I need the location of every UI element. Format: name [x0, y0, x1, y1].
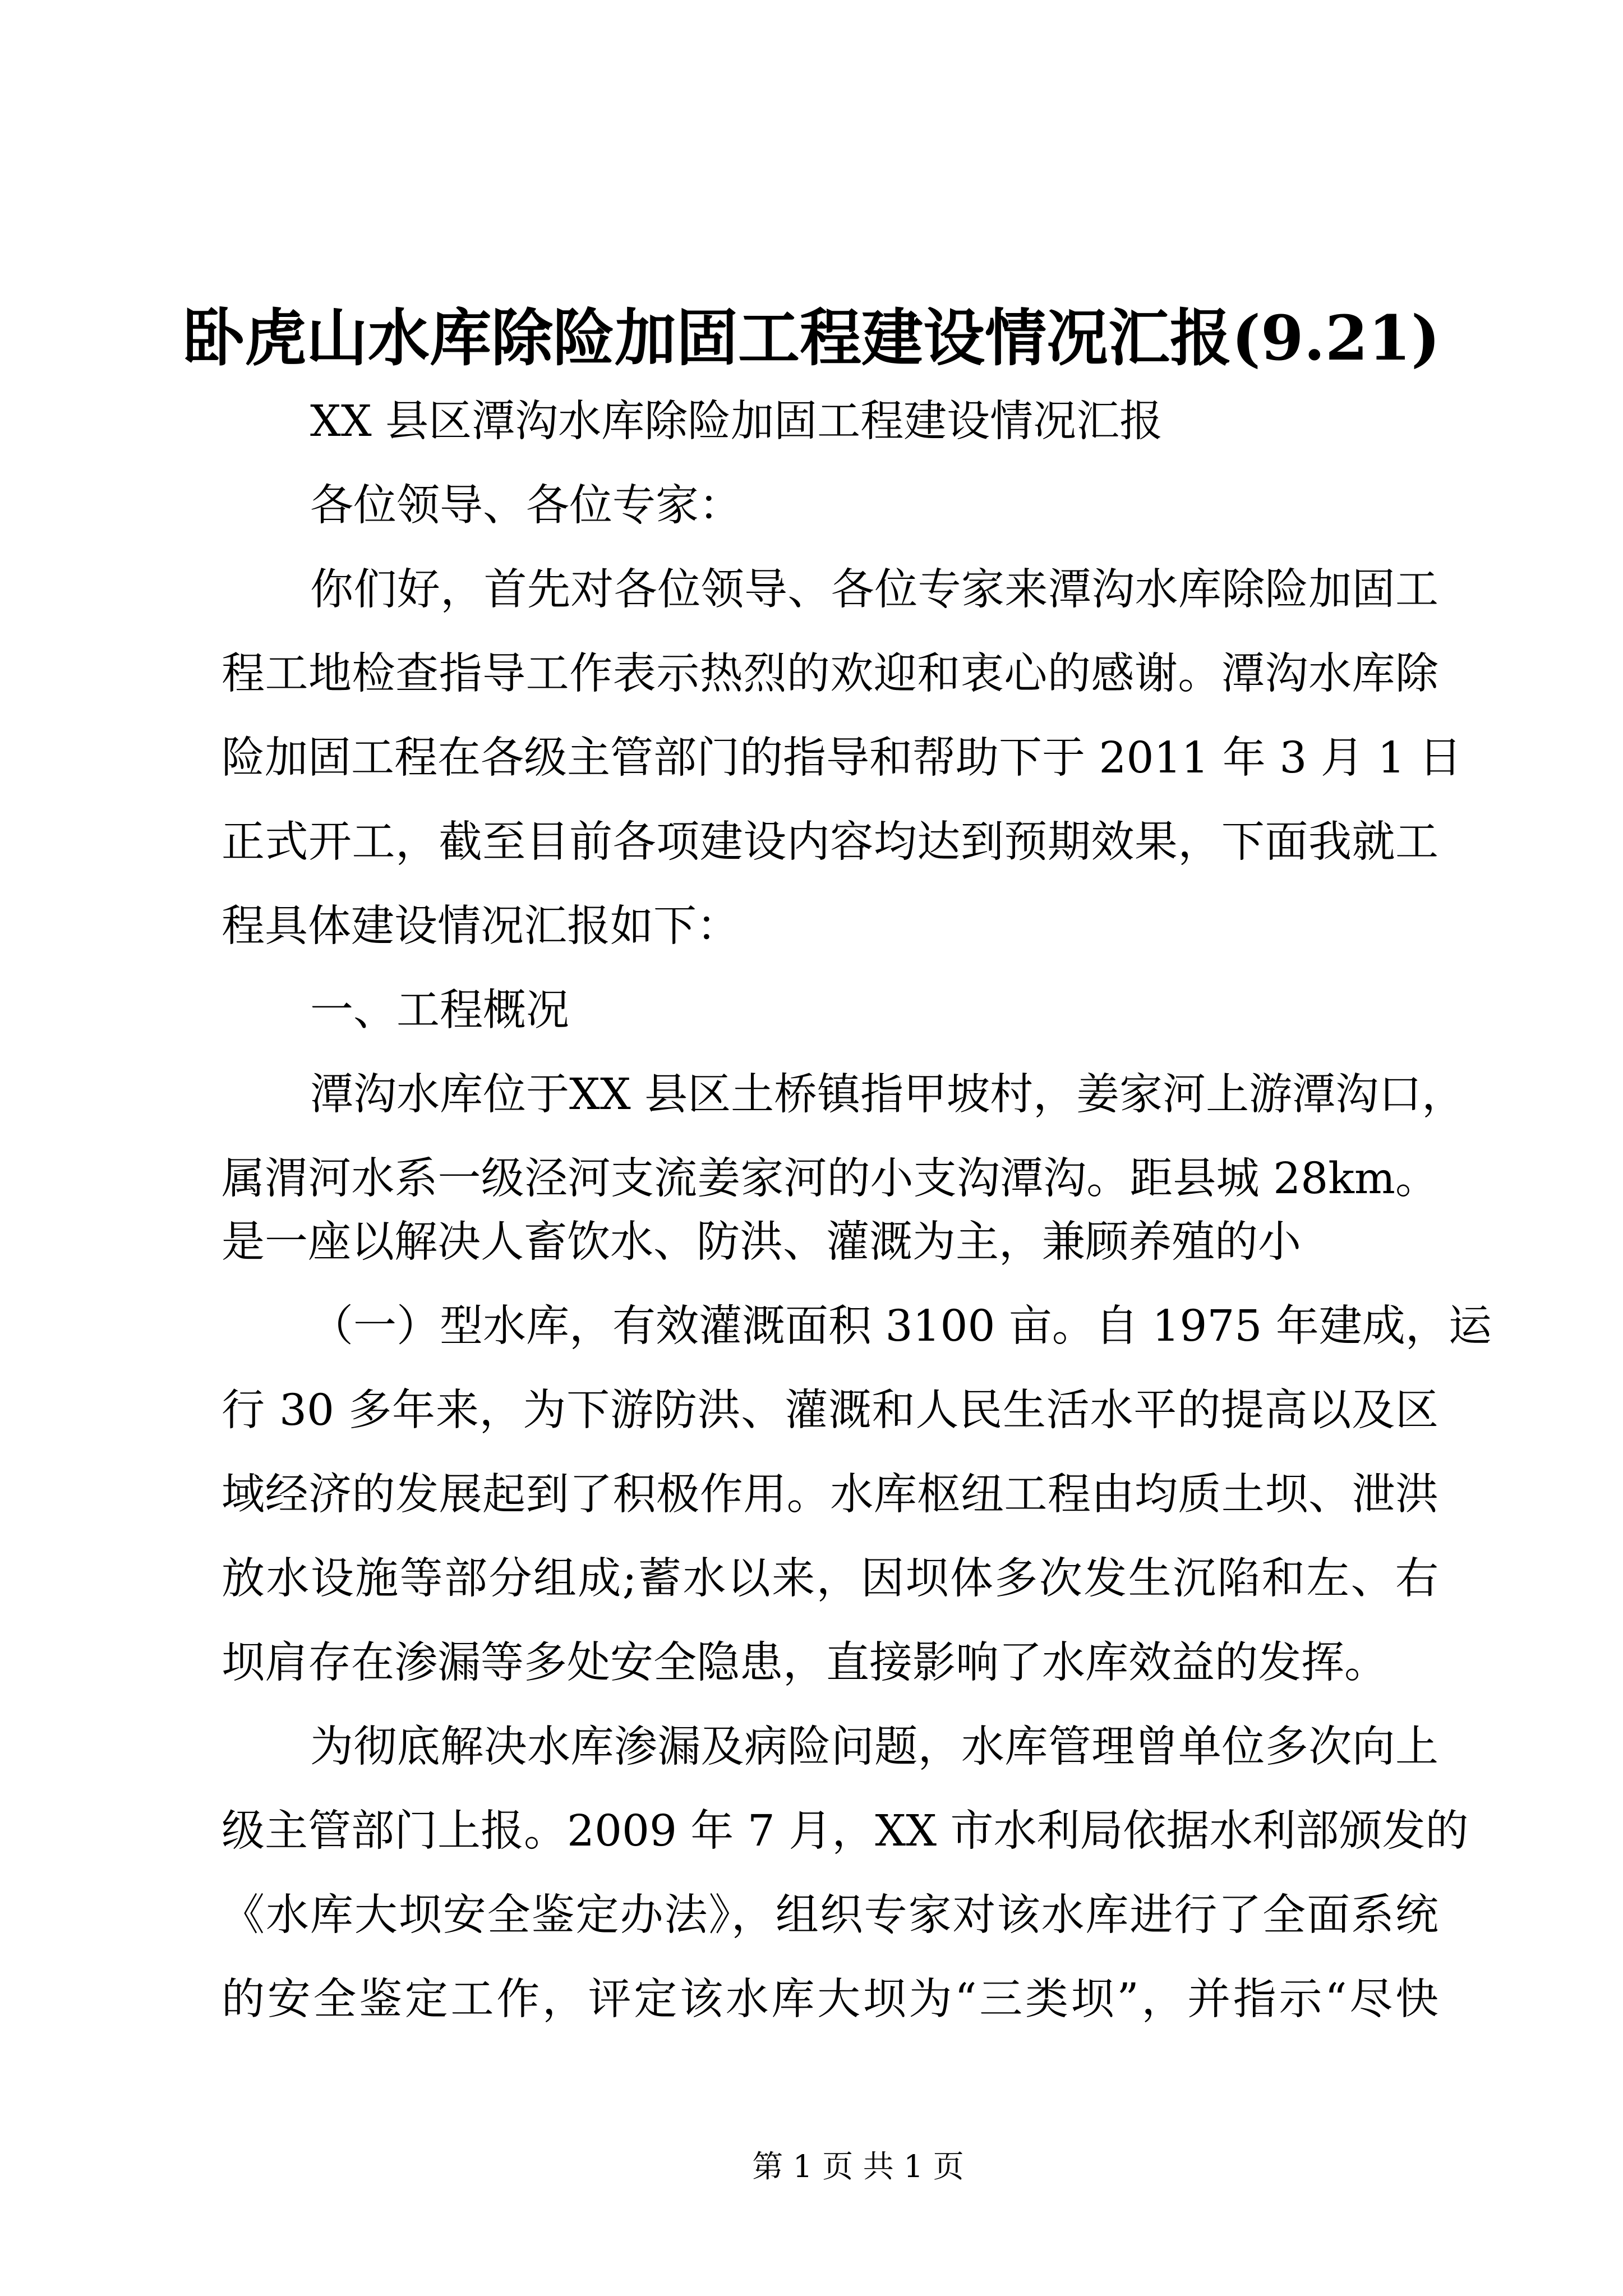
text-line: 正式开工，截至目前各项建设内容均达到预期效果，下面我就工 [222, 817, 1438, 867]
text-line: 为彻底解决水库渗漏及病险问题，水库管理曾单位多次向上 [310, 1722, 1438, 1772]
page-number: 第 1 页 共 1 页 [752, 2148, 964, 2184]
paragraph-salutation [222, 464, 1438, 548]
text-line: 的安全鉴定工作，评定该水库大坝为“三类坝”，并指示“尽快 [222, 1975, 1438, 2024]
text-line: 行 30 多年来，为下游防洪、灌溉和人民生活水平的提高以及区 [222, 1386, 1438, 1435]
document-body [222, 380, 1492, 2042]
text-line: 程工地检查指导工作表示热烈的欢迎和衷心的感谢。潭沟水库除 [222, 649, 1438, 699]
text-line: 级主管部门上报。2009 年 7 月，XX 市水利局依据水利部颁发的 [222, 1806, 1469, 1856]
paragraph-reservoir-type [222, 1285, 1492, 1705]
text-line: 属渭河水系一级泾河支流姜家河的小支沟潭沟。距县城 28km。 [222, 1154, 1438, 1204]
paragraph-overview [222, 1053, 1465, 1285]
text-line: 你们好，首先对各位领导、各位专家来潭沟水库除险加固工 [310, 565, 1438, 615]
text-line: 一、工程概况 [310, 986, 569, 1036]
text-line: 各位领导、各位专家： [310, 481, 742, 531]
text-line: 程具体建设情况汇报如下： [222, 901, 740, 951]
paragraph-greeting [222, 548, 1462, 969]
text-line: （一）型水库，有效灌溉面积 3100 亩。自 1975 年建成，运 [310, 1301, 1492, 1351]
text-line: 放水设施等部分组成;蓄水以来，因坝体多次发生沉陷和左、右 [222, 1554, 1438, 1604]
text-line: 《水库大坝安全鉴定办法》，组织专家对该水库进行了全面系统 [222, 1890, 1438, 1940]
text-line: 潭沟水库位于XX 县区土桥镇指甲坡村，姜家河上游潭沟口， [310, 1070, 1465, 1120]
text-line: XX 县区潭沟水库除险加固工程建设情况汇报 [310, 397, 1163, 447]
text-line: 是一座以解决人畜饮水、防洪、灌溉为主，兼顾养殖的小 [222, 1217, 1301, 1267]
text-line: 险加固工程在各级主管部门的指导和帮助下于 2011 年 3 月 1 日 [222, 733, 1462, 783]
paragraph-subtitle [222, 380, 1438, 464]
text-line: 坝肩存在渗漏等多处安全隐患，直接影响了水库效益的发挥。 [222, 1638, 1387, 1688]
section-heading [222, 969, 1438, 1053]
text-line: 域经济的发展起到了积极作用。水库枢纽工程由均质土坝、泄洪 [222, 1470, 1438, 1520]
paragraph-safety-appraisal [222, 1705, 1469, 2042]
document-title: 卧虎山水库除险加固工程建设情况汇报(9.21) [183, 302, 1440, 374]
